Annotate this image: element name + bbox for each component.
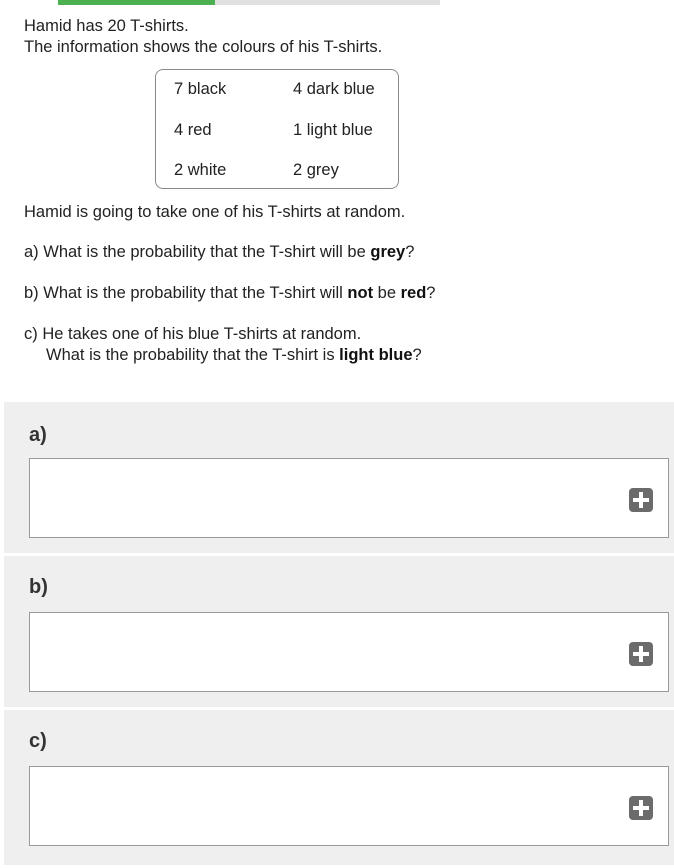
info-item: 7 black	[174, 80, 227, 98]
part-b-prefix: b) What is the probability that the T-shirt will	[24, 284, 348, 302]
answer-input-c[interactable]	[29, 766, 669, 846]
statement: Hamid is going to take one of his T-shirts at random.	[24, 203, 406, 221]
tshirt-colours-box	[155, 69, 399, 189]
answer-label-a: a)	[29, 424, 47, 446]
part-b-middle: be	[373, 284, 401, 302]
part-a-prefix: a) What is the probability that the T-shirt will be	[24, 243, 371, 261]
answer-label-c: c)	[29, 730, 47, 752]
info-item: 2 grey	[293, 161, 339, 179]
answer-section-b	[4, 556, 674, 707]
part-b-bold-red: red	[400, 284, 427, 302]
progress-fill	[58, 0, 215, 5]
question-part-c	[24, 324, 654, 366]
question-intro	[24, 16, 644, 58]
intro-line-2: The information shows the colours of his T-shirts.	[24, 38, 383, 56]
part-c-bold: light blue	[339, 346, 413, 364]
part-c-suffix: ?	[412, 346, 422, 364]
part-c-line-2	[24, 345, 654, 366]
answer-input-b[interactable]	[29, 612, 669, 692]
part-b-bold-not: not	[347, 284, 374, 302]
answer-section-a	[4, 402, 674, 553]
info-item: 4 red	[174, 121, 212, 139]
info-item: 4 dark blue	[293, 80, 375, 98]
part-c-line-1: c) He takes one of his blue T-shirts at random.	[24, 325, 362, 343]
part-a-suffix: ?	[405, 243, 415, 261]
answer-section-c	[4, 710, 674, 865]
answer-input-a[interactable]	[29, 458, 669, 538]
plus-icon[interactable]	[629, 488, 653, 512]
plus-icon[interactable]	[629, 796, 653, 820]
plus-icon[interactable]	[629, 642, 653, 666]
part-c-prefix: What is the probability that the T-shirt is	[46, 346, 340, 364]
part-b-suffix: ?	[426, 284, 436, 302]
question-part-b	[24, 283, 654, 304]
answer-label-b: b)	[29, 576, 48, 598]
info-item: 1 light blue	[293, 121, 373, 139]
part-a-bold: grey	[370, 243, 406, 261]
info-item: 2 white	[174, 161, 227, 179]
progress-bar	[58, 0, 440, 5]
question-part-a	[24, 242, 654, 263]
intro-line-1: Hamid has 20 T-shirts.	[24, 17, 189, 35]
